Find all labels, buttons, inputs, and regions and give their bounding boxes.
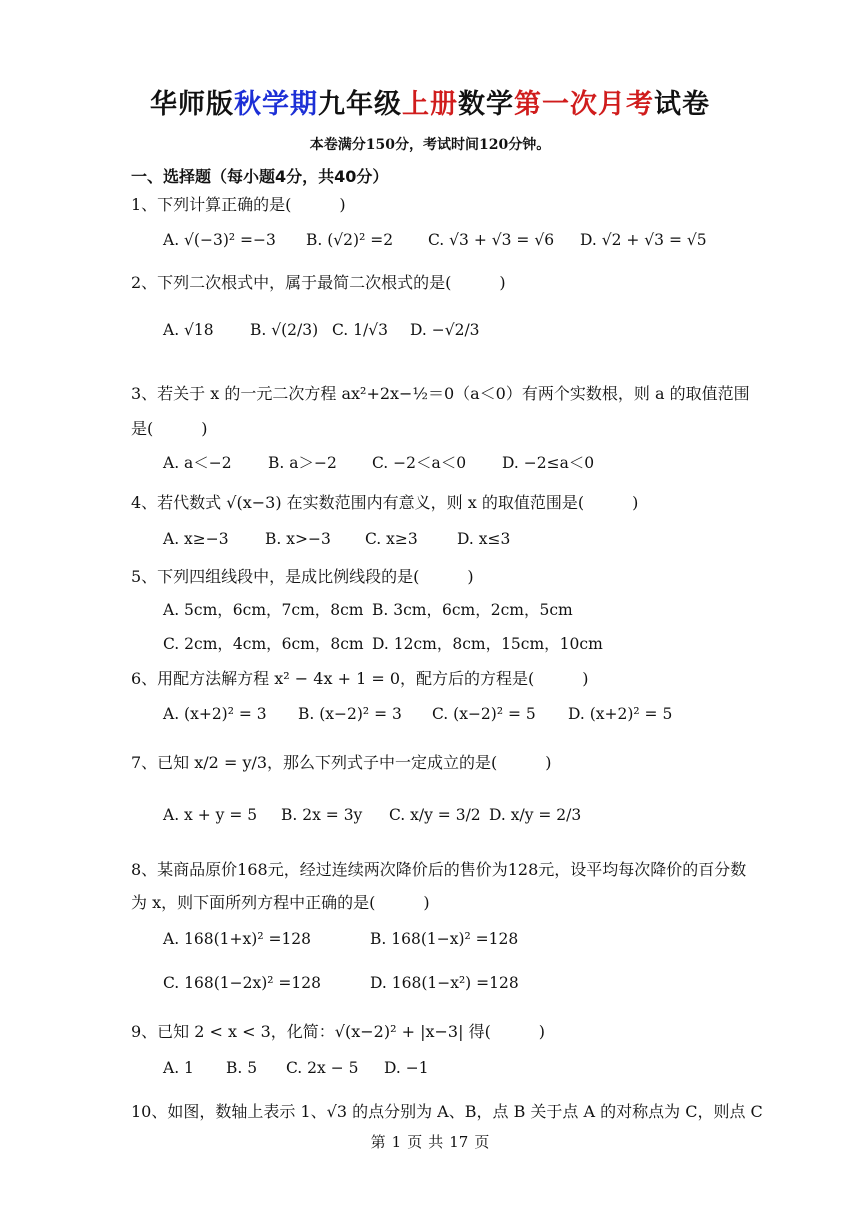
q9-option-c: C. 2x − 5 (286, 1059, 359, 1077)
q6-option-a: A. (x+2)² = 3 (163, 705, 267, 723)
question-2: 2、下列二次根式中，属于最简二次根式的是( ) (131, 273, 506, 292)
q1-option-c: C. √3 + √3 = √6 (428, 231, 555, 249)
footer-label-4: 页 (474, 1133, 490, 1151)
q6-option-d: D. (x+2)² = 5 (568, 705, 673, 723)
q8-option-c: C. 168(1−2x)² =128 (163, 974, 322, 992)
title-part-1: 华师版 (150, 89, 234, 120)
footer-label-1: 第 (370, 1133, 386, 1151)
title-part-5: 数学 (458, 89, 514, 120)
question-10: 10、如图，数轴上表示 1、√3 的点分别为 A、B，点 B 关于点 A 的对称点为 C，则点 C (131, 1102, 763, 1121)
q2-option-d: D. −√2/3 (410, 321, 480, 339)
q7-option-b: B. 2x = 3y (281, 806, 363, 824)
question-1: 1、下列计算正确的是( ) (131, 195, 346, 214)
question-3-line-2: 是( ) (131, 419, 208, 438)
page-footer (0, 1131, 860, 1152)
q8-option-b: B. 168(1−x)² =128 (370, 930, 519, 948)
q5-option-b: B. 3cm，6cm，2cm，5cm (372, 601, 573, 619)
q2-option-a: A. √18 (163, 321, 214, 339)
q6-option-b: B. (x−2)² = 3 (298, 705, 402, 723)
q9-option-a: A. 1 (163, 1059, 194, 1077)
q1-option-b: B. (√2)² =2 (306, 231, 394, 249)
question-5: 5、下列四组线段中，是成比例线段的是( ) (131, 567, 474, 586)
q7-option-c: C. x/y = 3/2 (389, 806, 481, 824)
q3-option-a: A. a＜−2 (163, 454, 232, 472)
q5-option-c: C. 2cm，4cm，6cm，8cm (163, 635, 364, 653)
question-8-line-2: 为 x，则下面所列方程中正确的是( ) (131, 893, 430, 912)
q2-option-b: B. √(2/3) (250, 321, 319, 339)
q7-option-a: A. x + y = 5 (163, 806, 258, 824)
q2-option-c: C. 1/√3 (332, 321, 388, 339)
question-7: 7、已知 x/2 = y/3，那么下列式子中一定成立的是( ) (131, 753, 552, 772)
q4-option-d: D. x≤3 (457, 530, 511, 548)
title-part-3: 九年级 (318, 89, 402, 120)
q4-option-b: B. x>−3 (265, 530, 331, 548)
q4-option-a: A. x≥−3 (163, 530, 229, 548)
title-part-7: 试卷 (654, 89, 710, 120)
page-title (0, 82, 860, 121)
question-6: 6、用配方法解方程 x² − 4x + 1 = 0，配方后的方程是( ) (131, 669, 589, 688)
q9-option-b: B. 5 (226, 1059, 258, 1077)
question-8-line-1: 8、某商品原价168元，经过连续两次降价后的售价为128元，设平均每次降价的百分数 (131, 860, 747, 879)
section-heading: 一、选择题（每小题4分，共40分） (131, 167, 389, 186)
q1-option-d: D. √2 + √3 = √5 (580, 231, 707, 249)
q3-option-b: B. a＞−2 (268, 454, 337, 472)
title-part-4: 上册 (402, 89, 458, 120)
q8-option-d: D. 168(1−x²) =128 (370, 974, 519, 992)
q4-option-c: C. x≥3 (365, 530, 418, 548)
question-3-line-1: 3、若关于 x 的一元二次方程 ax²+2x−½＝0（a＜0）有两个实数根，则 a 的取值范围 (131, 384, 750, 403)
footer-label-3: 共 (428, 1133, 444, 1151)
q5-option-a: A. 5cm，6cm，7cm，8cm (163, 601, 364, 619)
q8-option-a: A. 168(1+x)² =128 (163, 930, 312, 948)
footer-label-2: 页 (407, 1133, 423, 1151)
q3-option-c: C. −2＜a＜0 (372, 454, 467, 472)
q7-option-d: D. x/y = 2/3 (489, 806, 582, 824)
title-part-6: 第一次月考 (514, 89, 654, 120)
footer-total-pages: 17 (449, 1133, 469, 1151)
q1-option-a: A. √(−3)² =−3 (163, 231, 276, 249)
exam-subtitle: 本卷满分150分，考试时间120分钟。 (309, 137, 551, 153)
question-9: 9、已知 2 < x < 3，化简：√(x−2)² + |x−3| 得( ) (131, 1022, 546, 1041)
question-4: 4、若代数式 √(x−3) 在实数范围内有意义，则 x 的取值范围是( ) (131, 493, 639, 512)
footer-page-number: 1 (391, 1133, 402, 1151)
q9-option-d: D. −1 (384, 1059, 429, 1077)
q6-option-c: C. (x−2)² = 5 (432, 705, 536, 723)
title-part-2: 秋学期 (234, 89, 318, 120)
q3-option-d: D. −2≤a＜0 (502, 454, 595, 472)
q5-option-d: D. 12cm，8cm，15cm，10cm (372, 635, 603, 653)
